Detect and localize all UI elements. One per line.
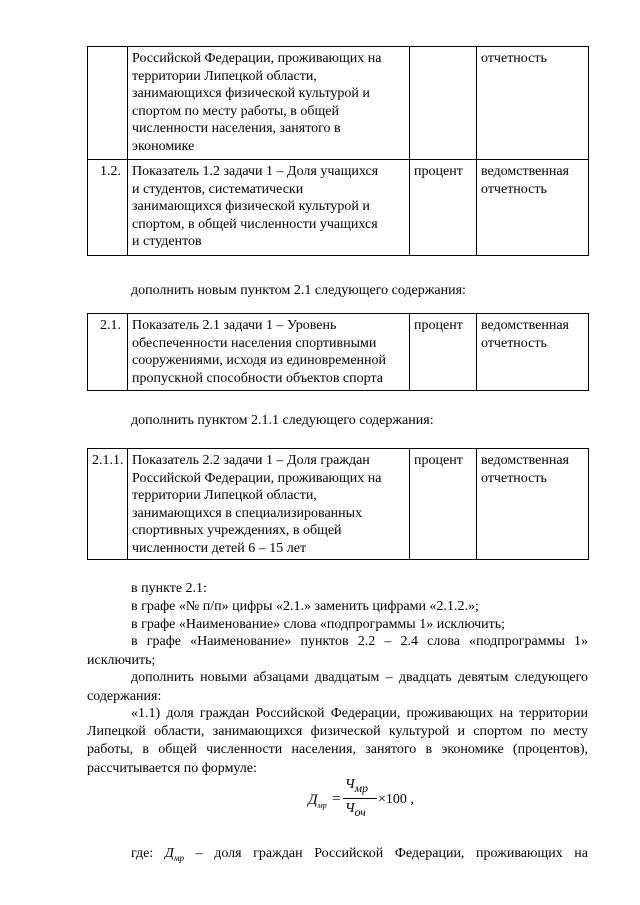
body-line: в пункте 2.1: <box>131 581 207 596</box>
row-unit: процент <box>410 160 477 256</box>
row-number: 1.2. <box>88 160 128 256</box>
paragraph: дополнить новым пунктом 2.1 следующего содержания: <box>131 283 466 298</box>
body-line: дополнить новыми абзацами двадцатым – двадцать девятым следующего <box>131 670 588 685</box>
row-number <box>88 47 128 160</box>
body-line: рассчитывается по формуле: <box>87 761 257 776</box>
table-row <box>88 160 589 256</box>
row-unit: процент <box>410 449 477 560</box>
formula <box>308 775 448 825</box>
row-name: Показатель 1.2 задачи 1 – Доля учащихся и студентов, систематически занимающихся физической культурой и спортом, в общей численности учащихся и студентов <box>128 160 410 256</box>
row-source: ведомственная отчетность <box>477 449 589 560</box>
variable-d-mr: $Д_{мр}$ <box>164 846 185 863</box>
fraction-bar <box>343 798 377 799</box>
row-unit: процент <box>410 314 477 391</box>
row-unit <box>410 47 477 160</box>
formula-numerator: $Ч_{мр}$ <box>345 777 368 795</box>
indicator-table-2-1-1 <box>87 448 589 560</box>
row-name: Российской Федерации, проживающих на территории Липецкой области, занимающихся физической культурой и спортом по месту работы, в общей численности населения, занятого в экономике <box>128 47 410 160</box>
formula-equals: = <box>332 791 341 807</box>
body-line: работы, в общей численности населения, занятого в экономике (процентов), <box>87 742 588 757</box>
paragraph: дополнить пунктом 2.1.1 следующего содержания: <box>131 413 434 428</box>
table-row <box>88 47 589 160</box>
row-source: ведомственная отчетность <box>477 160 589 256</box>
body-line: в графе «№ п/п» цифры «2.1.» заменить цифрами «2.1.2.»; <box>131 599 479 614</box>
body-line: в графе «Наименование» слова «подпрограммы 1» исключить; <box>131 617 506 632</box>
row-name: Показатель 2.1 задачи 1 – Уровень обеспеченности населения спортивными сооружениями, исходя из единовременной пропускной способности объектов спорта <box>128 314 410 391</box>
body-line: Липецкой области, занимающихся физической культурой и спортом по месту <box>87 724 588 739</box>
indicator-table-2-1 <box>87 313 589 391</box>
table-row <box>88 449 589 560</box>
body-line: «1.1) доля граждан Российской Федерации, проживающих на территории <box>131 706 588 721</box>
body-line: содержания: <box>87 689 162 704</box>
row-source: ведомственная отчетность <box>477 314 589 391</box>
body-line: где: $Д_{мр}$ – доля граждан Российской Федерации, проживающих на <box>131 846 588 863</box>
body-line: в графе «Наименование» пунктов 2.2 – 2.4 слова «подпрограммы 1» <box>131 634 588 649</box>
indicators-table-continued <box>87 46 589 256</box>
body-line: исключить; <box>87 653 156 668</box>
formula-lhs: $Д_{мр}$ <box>308 792 327 810</box>
row-source: отчетность <box>477 47 589 160</box>
table-row <box>88 314 589 391</box>
row-number: 2.1.1. <box>88 449 128 560</box>
row-number: 2.1. <box>88 314 128 391</box>
row-name: Показатель 2.2 задачи 1 – Доля граждан Российской Федерации, проживающих на территории Липецкой области, занимающихся в специализированных спортивных учреждениях, в общей численности детей 6 – 15 лет <box>128 449 410 560</box>
formula-denominator: $Ч_{оч}$ <box>345 801 366 819</box>
formula-multiplier: ×100 , <box>378 792 414 807</box>
